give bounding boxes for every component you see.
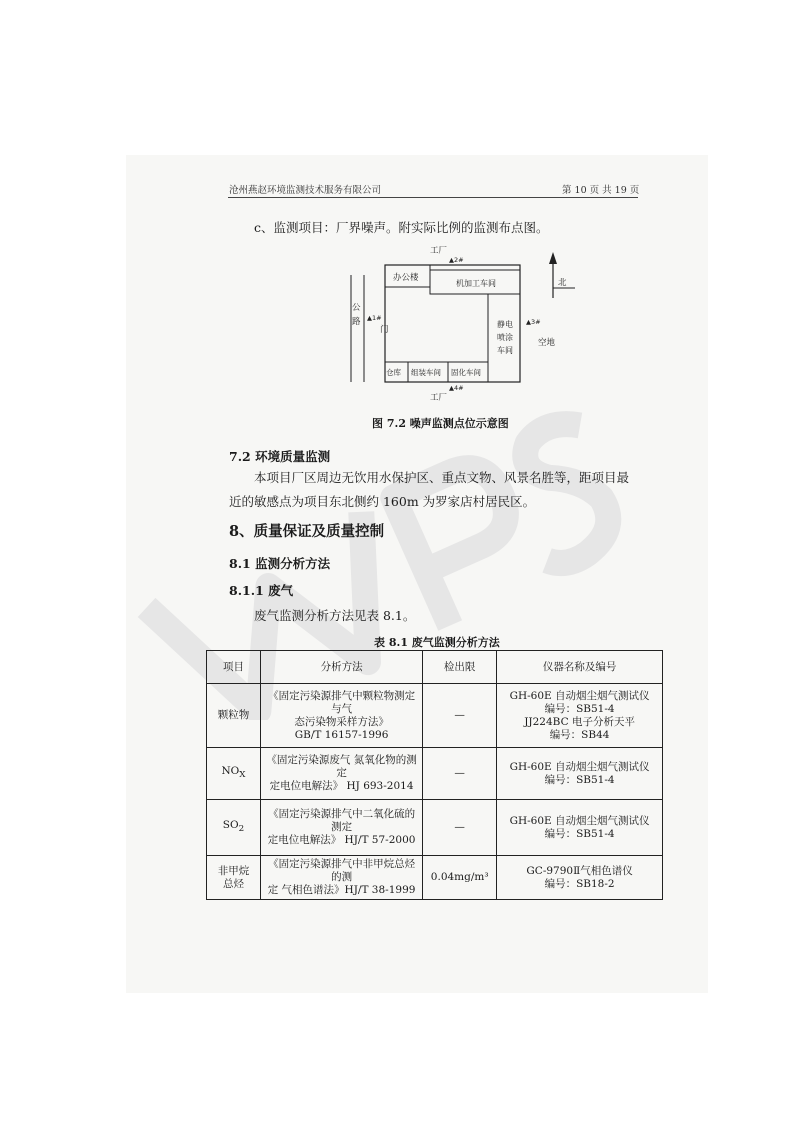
label-warehouse: 仓库 bbox=[386, 368, 401, 377]
monitoring-item-text: c、监测项目：厂界噪声。附实际比例的监测布点图。 bbox=[254, 220, 549, 235]
label-machining: 机加工车间 bbox=[456, 279, 496, 288]
point-1: ▲1# bbox=[367, 314, 382, 322]
cell-method: 《固定污染源排气中非甲烷总烃的测 定 气相色谱法》HJ/T 38-1999 bbox=[260, 856, 422, 900]
label-factory-top: 工厂 bbox=[430, 246, 448, 256]
cell-item: $NO_X$ bbox=[207, 748, 261, 800]
table-row bbox=[207, 684, 663, 748]
section-7-2-body: 本项目厂区周边无饮用水保护区、重点文物、风景名胜等，距项目最近的敏感点为项目东北侧约 160m 为罗家店村居民区。 bbox=[229, 470, 630, 509]
section-8-1-1-body: 废气监测分析方法见表 8.1。 bbox=[254, 608, 416, 623]
header-company: 沧州燕赵环境监测技术服务有限公司 bbox=[229, 185, 382, 196]
section-8-1-title: 8.1 监测分析方法 bbox=[229, 556, 331, 571]
analysis-method-table bbox=[206, 650, 663, 900]
cell-method: 《固定污染源排气中颗粒物测定与气 态污染物采样方法》 GB/T 16157-1996 bbox=[260, 684, 422, 748]
point-2: ▲2# bbox=[449, 256, 464, 264]
figure-caption: 图 7.2 噪声监测点位示意图 bbox=[372, 417, 509, 430]
header-item: 项目 bbox=[207, 651, 261, 684]
cell-limit: — bbox=[423, 800, 497, 856]
table-header-row bbox=[207, 651, 663, 684]
header-limit: 检出限 bbox=[423, 651, 497, 684]
cell-item: 颗粒物 bbox=[207, 684, 261, 748]
label-open-land: 空地 bbox=[538, 338, 556, 348]
cell-instrument: GH-60E 自动烟尘烟气测试仪 编号：SB51-4 JJ224BC 电子分析天平 编号：SB44 bbox=[497, 684, 663, 748]
header-page-number: 第 10 页 共 19 页 bbox=[562, 185, 640, 196]
label-north: 北 bbox=[558, 278, 567, 288]
label-road-1: 公 bbox=[352, 303, 361, 313]
label-painting-1: 静电 bbox=[497, 320, 513, 329]
noise-monitoring-diagram bbox=[0, 0, 793, 420]
label-factory-bottom: 工厂 bbox=[430, 393, 448, 403]
section-7-2-title: 7.2 环境质量监测 bbox=[229, 449, 331, 464]
table-row bbox=[207, 748, 663, 800]
label-office: 办公楼 bbox=[393, 273, 419, 283]
header-method: 分析方法 bbox=[260, 651, 422, 684]
cell-method: 《固定污染源排气中二氧化硫的测定 定电位电解法》 HJ/T 57-2000 bbox=[260, 800, 422, 856]
label-assembly: 组装车间 bbox=[411, 368, 441, 377]
cell-limit: — bbox=[423, 684, 497, 748]
table-row bbox=[207, 856, 663, 900]
cell-instrument: GC-9790Ⅱ气相色谱仪 编号：SB18-2 bbox=[497, 856, 663, 900]
header-instrument: 仪器名称及编号 bbox=[497, 651, 663, 684]
cell-limit: — bbox=[423, 748, 497, 800]
cell-item: 非甲烷 总烃 bbox=[207, 856, 261, 900]
label-curing: 固化车间 bbox=[451, 368, 481, 377]
section-8-1-1-title: 8.1.1 废气 bbox=[229, 583, 294, 598]
point-3: ▲3# bbox=[526, 318, 541, 326]
label-road-2: 路 bbox=[352, 317, 361, 327]
section-8-title: 8、质量保证及质量控制 bbox=[229, 523, 385, 540]
cell-instrument: GH-60E 自动烟尘烟气测试仪 编号：SB51-4 bbox=[497, 748, 663, 800]
cell-item: $SO_2$ bbox=[207, 800, 261, 856]
cell-limit: 0.04mg/m³ bbox=[423, 856, 497, 900]
table-row bbox=[207, 800, 663, 856]
point-4: ▲4# bbox=[449, 384, 464, 392]
north-arrow-icon bbox=[549, 252, 557, 264]
label-painting-2: 喷涂 bbox=[497, 333, 513, 342]
table-caption: 表 8.1 废气监测分析方法 bbox=[374, 636, 500, 649]
label-painting-3: 车间 bbox=[497, 346, 513, 355]
cell-instrument: GH-60E 自动烟尘烟气测试仪 编号：SB51-4 bbox=[497, 800, 663, 856]
label-gate: 门 bbox=[380, 325, 389, 335]
cell-method: 《固定污染源废气 氮氧化物的测定 定电位电解法》 HJ 693-2014 bbox=[260, 748, 422, 800]
